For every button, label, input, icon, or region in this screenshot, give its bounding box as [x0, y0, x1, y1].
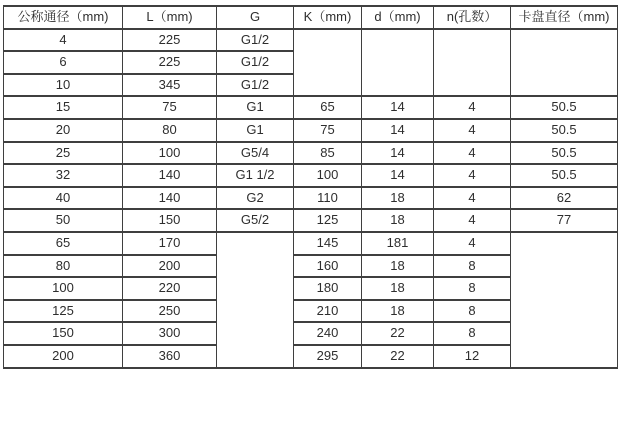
table-cell: 40 — [4, 187, 123, 210]
header-nominal-diameter: 公称通径（mm) — [4, 6, 123, 29]
table-cell: G1/2 — [217, 51, 294, 74]
header-g: G — [217, 6, 294, 29]
table-cell: G1 — [217, 96, 294, 119]
table-cell: 8 — [434, 255, 511, 278]
table-cell: 14 — [362, 164, 434, 187]
table-cell: 4 — [434, 164, 511, 187]
table-cell: 100 — [294, 164, 362, 187]
table-row — [4, 209, 618, 232]
header-d: d（mm) — [362, 6, 434, 29]
table-cell: 4 — [434, 232, 511, 255]
table-cell: 14 — [362, 119, 434, 142]
table-cell: 18 — [362, 209, 434, 232]
table-cell: 75 — [294, 119, 362, 142]
header-chuck-diameter: 卡盘直径（mm) — [511, 6, 618, 29]
table-cell: 8 — [434, 277, 511, 300]
table-row — [4, 232, 618, 255]
table-cell: G2 — [217, 187, 294, 210]
table-cell: 80 — [123, 119, 217, 142]
table-cell: 170 — [123, 232, 217, 255]
table-cell: 240 — [294, 322, 362, 345]
table-cell: 181 — [362, 232, 434, 255]
table-cell: 12 — [434, 345, 511, 368]
table-cell: 160 — [294, 255, 362, 278]
header-k: K（mm) — [294, 6, 362, 29]
table-cell: 150 — [123, 209, 217, 232]
table-cell: 77 — [511, 209, 618, 232]
table-cell: 110 — [294, 187, 362, 210]
table-row — [4, 164, 618, 187]
table-cell: G5/2 — [217, 209, 294, 232]
table-cell: 8 — [434, 322, 511, 345]
table-cell: 250 — [123, 300, 217, 323]
table-cell: 180 — [294, 277, 362, 300]
table-cell: 80 — [4, 255, 123, 278]
table-cell: 4 — [434, 96, 511, 119]
table-row — [4, 187, 618, 210]
table-row — [4, 142, 618, 165]
merged-empty-cell-chuck — [511, 29, 618, 97]
table-cell: 295 — [294, 345, 362, 368]
table-cell: 220 — [123, 277, 217, 300]
table-cell: 32 — [4, 164, 123, 187]
table-cell: 140 — [123, 164, 217, 187]
table-cell: 4 — [434, 142, 511, 165]
table-cell: 50.5 — [511, 96, 618, 119]
table-row — [4, 96, 618, 119]
table-cell: 200 — [4, 345, 123, 368]
table-cell: 225 — [123, 29, 217, 52]
table-cell: 6 — [4, 51, 123, 74]
table-cell: 200 — [123, 255, 217, 278]
table-cell: 18 — [362, 277, 434, 300]
table-cell: 100 — [123, 142, 217, 165]
table-cell: 150 — [4, 322, 123, 345]
table-cell: 65 — [4, 232, 123, 255]
header-l: L（mm) — [123, 6, 217, 29]
table-cell: 85 — [294, 142, 362, 165]
table-cell: 4 — [434, 209, 511, 232]
table-cell: 125 — [294, 209, 362, 232]
table-cell: 20 — [4, 119, 123, 142]
table-cell: G5/4 — [217, 142, 294, 165]
table-cell: 14 — [362, 96, 434, 119]
table-cell: 4 — [4, 29, 123, 52]
table-row — [4, 119, 618, 142]
table-cell: 62 — [511, 187, 618, 210]
table-cell: 8 — [434, 300, 511, 323]
table-cell: G1 1/2 — [217, 164, 294, 187]
table-cell: G1/2 — [217, 74, 294, 97]
table-cell: 300 — [123, 322, 217, 345]
table-cell: 25 — [4, 142, 123, 165]
spec-table — [3, 5, 618, 369]
table-cell: 18 — [362, 187, 434, 210]
merged-empty-cell-d — [362, 29, 434, 97]
merged-empty-cell-k — [294, 29, 362, 97]
table-cell: G1/2 — [217, 29, 294, 52]
table-cell: 10 — [4, 74, 123, 97]
table-cell: 145 — [294, 232, 362, 255]
merged-empty-cell-chuck-lower — [511, 232, 618, 368]
header-row — [4, 6, 618, 29]
table-cell: 18 — [362, 255, 434, 278]
table-cell: 4 — [434, 187, 511, 210]
table-cell: 4 — [434, 119, 511, 142]
merged-empty-cell-n — [434, 29, 511, 97]
table-cell: 18 — [362, 300, 434, 323]
table-cell: 22 — [362, 322, 434, 345]
table-cell: 15 — [4, 96, 123, 119]
table-cell: 100 — [4, 277, 123, 300]
table-cell: 225 — [123, 51, 217, 74]
table-cell: 75 — [123, 96, 217, 119]
table-cell: 50 — [4, 209, 123, 232]
table-cell: 65 — [294, 96, 362, 119]
table-cell: 50.5 — [511, 164, 618, 187]
merged-empty-cell-g — [217, 232, 294, 368]
table-cell: 345 — [123, 74, 217, 97]
table-cell: 360 — [123, 345, 217, 368]
table-cell: G1 — [217, 119, 294, 142]
table-cell: 50.5 — [511, 142, 618, 165]
table-row — [4, 29, 618, 52]
table-cell: 14 — [362, 142, 434, 165]
table-cell: 22 — [362, 345, 434, 368]
table-cell: 50.5 — [511, 119, 618, 142]
table-cell: 125 — [4, 300, 123, 323]
table-cell: 210 — [294, 300, 362, 323]
header-n-holes: n(孔数） — [434, 6, 511, 29]
table-cell: 140 — [123, 187, 217, 210]
